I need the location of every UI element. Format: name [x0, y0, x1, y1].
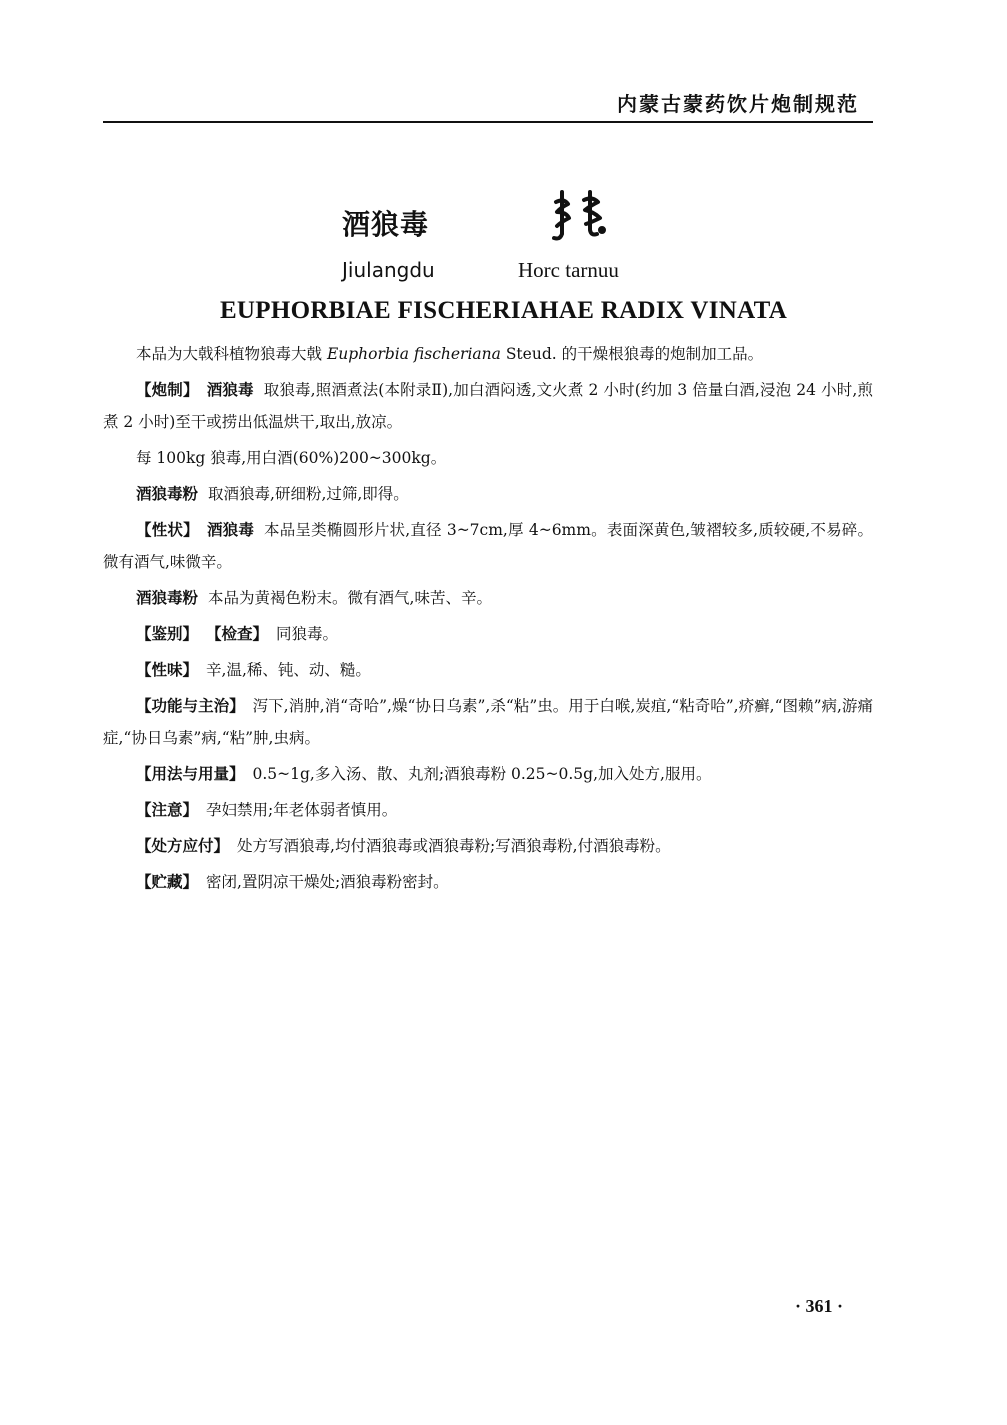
caution-text: 孕妇禁用;年老体弱者慎用。	[206, 801, 398, 819]
running-header: 内蒙古蒙药饮片炮制规范	[617, 92, 859, 116]
usage-paragraph	[103, 758, 873, 790]
intro-after: Steud. 的干燥根狼毒的炮制加工品。	[500, 345, 764, 363]
taste-paragraph	[103, 654, 873, 686]
storage-label: 【贮藏】	[136, 873, 199, 891]
caution-paragraph	[103, 794, 873, 826]
usage-label: 【用法与用量】	[136, 765, 245, 783]
intro-before: 本品为大戟科植物狼毒大戟	[136, 345, 327, 363]
prescription-label: 【处方应付】	[136, 837, 230, 855]
processing-text: 取狼毒,照酒煮法(本附录Ⅱ),加白酒闷透,文火煮 2 小时(约加 3 倍量白酒,浸泡 24 小时,煎煮 2 小时)至干或捞出低温烘干,取出,放凉。	[103, 381, 873, 431]
identification-paragraph	[103, 618, 873, 650]
properties-powder-paragraph	[103, 582, 873, 614]
title-chinese: 酒狼毒	[342, 208, 430, 241]
title-pinyin: Jiulangdu	[342, 258, 435, 282]
processing-paragraph	[103, 374, 873, 438]
caution-label: 【注意】	[136, 801, 199, 819]
properties-label: 【性状】	[136, 521, 199, 539]
mongolian-script-title	[548, 190, 610, 242]
monograph-body	[103, 338, 873, 902]
species-name: Euphorbia fischeriana	[326, 345, 501, 363]
properties-paragraph	[103, 514, 873, 578]
page-number: · 361 ·	[795, 1296, 844, 1316]
identification-text: 同狼毒。	[276, 625, 339, 643]
function-text: 泻下,消肿,消“奇哈”,燥“协日乌素”,杀“粘”虫。用于白喉,炭疽,“粘奇哈”,疥癣,“图赖”病,游痛症,“协日乌素”病,“粘”肿,虫病。	[103, 697, 873, 747]
function-paragraph	[103, 690, 873, 754]
inspection-label: 【检查】	[206, 625, 269, 643]
title-latin: EUPHORBIAE FISCHERIAHAE RADIX VINATA	[219, 297, 788, 324]
storage-text: 密闭,置阴凉干燥处;酒狼毒粉密封。	[206, 873, 449, 891]
processing-label: 【炮制】	[136, 381, 199, 399]
processing-sub: 酒狼毒	[206, 381, 254, 399]
processing-powder-text: 取酒狼毒,研细粉,过筛,即得。	[208, 485, 409, 503]
intro-paragraph	[103, 338, 873, 370]
properties-text: 本品呈类椭圆形片状,直径 3~7cm,厚 4~6mm。表面深黄色,皱褶较多,质较硬,不易碎。微有酒气,味微辛。	[103, 521, 873, 571]
processing-powder-sub: 酒狼毒粉	[136, 485, 199, 503]
taste-text: 辛,温,稀、钝、动、糙。	[206, 661, 371, 679]
identification-label: 【鉴别】	[136, 625, 199, 643]
prescription-text: 处方写酒狼毒,均付酒狼毒或酒狼毒粉;写酒狼毒粉,付酒狼毒粉。	[237, 837, 671, 855]
processing-powder-paragraph	[103, 478, 873, 510]
taste-label: 【性味】	[136, 661, 199, 679]
properties-sub: 酒狼毒	[206, 521, 255, 539]
usage-text: 0.5~1g,多入汤、散、丸剂;酒狼毒粉 0.25~0.5g,加入处方,服用。	[252, 765, 712, 783]
title-mongolian-latin: Horc tarnuu	[518, 258, 619, 282]
header-rule	[103, 121, 873, 123]
properties-powder-text: 本品为黄褐色粉末。微有酒气,味苦、辛。	[208, 589, 492, 607]
properties-powder-sub: 酒狼毒粉	[136, 589, 199, 607]
processing-ratio: 每 100kg 狼毒,用白酒(60%)200~300kg。	[136, 449, 447, 467]
prescription-paragraph	[103, 830, 873, 862]
function-label: 【功能与主治】	[136, 697, 245, 715]
storage-paragraph	[103, 866, 873, 898]
